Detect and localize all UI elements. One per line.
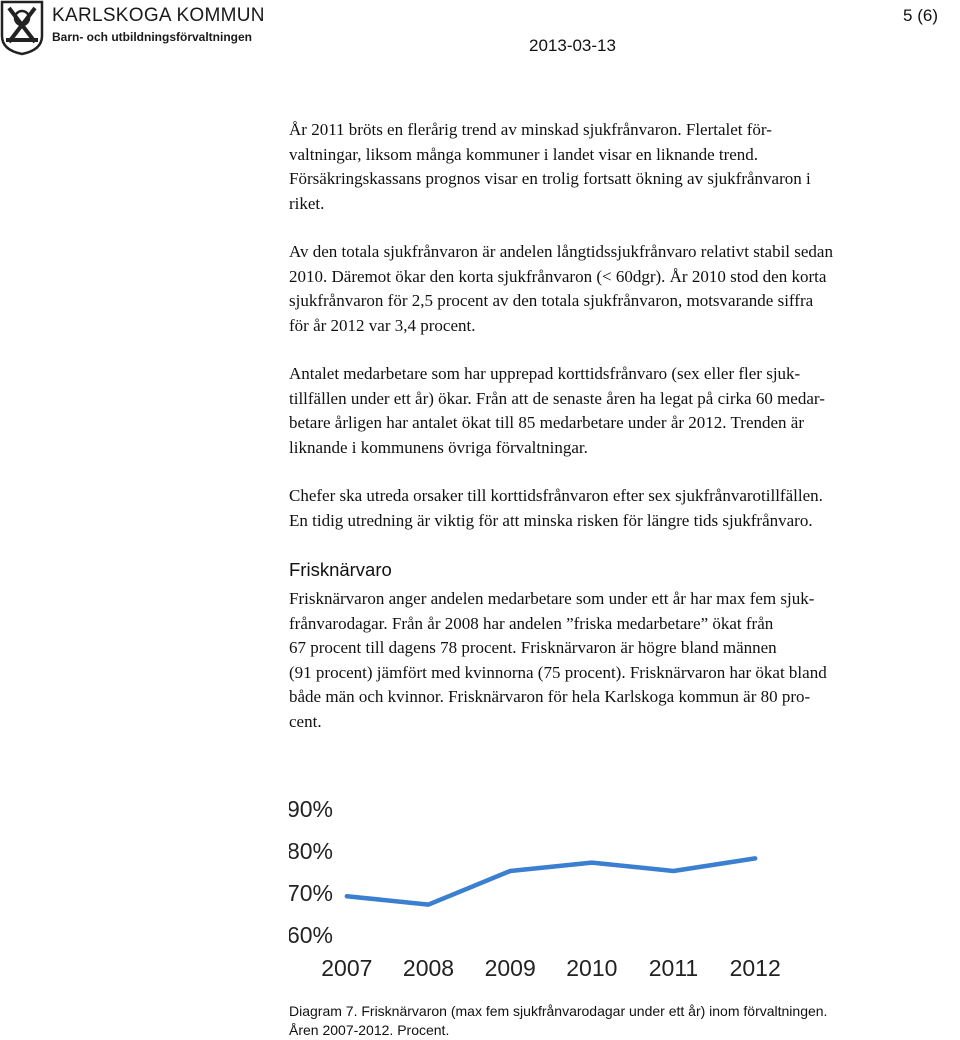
x-tick-label: 2012 xyxy=(729,955,781,981)
y-tick-label: 70% xyxy=(289,880,333,906)
text-line: En tidig utredning är viktig för att minska risken för längre tids sjukfrånvaro. xyxy=(289,510,813,530)
municipality-logo xyxy=(0,0,44,56)
paragraph xyxy=(289,362,955,460)
text-line: tillfällen under ett år) ökar. Från att de senaste åren ha legat på cirka 60 medar- xyxy=(289,388,825,408)
page-number: 5 (6) xyxy=(903,6,938,25)
x-tick-label: 2008 xyxy=(402,955,455,981)
brand-name: KARLSKOGA KOMMUN xyxy=(52,5,265,26)
caption-line: Åren 2007-2012. Procent. xyxy=(289,1022,450,1038)
x-tick-label: 2007 xyxy=(321,955,373,981)
section-heading: Frisknärvaro xyxy=(289,559,392,580)
text-line: Chefer ska utreda orsaker till korttidsfrånvaron efter sex sjukfrånvarotillfällen. xyxy=(289,486,823,505)
text-line: cent. xyxy=(289,711,322,731)
x-tick-label: 2010 xyxy=(566,955,618,981)
text-line: både män och kvinnor. Frisknärvaron för hela Karlskoga kommun är 80 pro- xyxy=(289,687,811,706)
text-line: Frisknärvaron anger andelen medarbetare som under ett år har max fem sjuk- xyxy=(289,589,815,608)
text-line: Försäkringskassans prognos visar en trolig fortsatt ökning av sjukfrånvaron i xyxy=(289,169,811,188)
text-line: valtningar, liksom många kommuner i landet visar en liknande trend. xyxy=(289,144,759,164)
paragraph xyxy=(289,484,955,533)
text-line: 67 procent till dagens 78 procent. Frisknärvaron är högre bland männen xyxy=(289,638,777,657)
page-header xyxy=(0,0,960,62)
y-tick-label: 80% xyxy=(289,838,333,864)
x-tick-label: 2009 xyxy=(484,955,536,981)
text-line: riket. xyxy=(289,193,325,213)
line-chart xyxy=(289,790,849,990)
paragraph xyxy=(289,587,955,734)
series-line xyxy=(347,858,755,904)
brand-block xyxy=(52,5,265,45)
text-line: frånvarodagar. Från år 2008 har andelen ”friska medarbetare” ökat från xyxy=(289,613,774,633)
figure-caption xyxy=(289,1002,959,1040)
x-tick-label: 2011 xyxy=(648,955,699,981)
text-line: Av den totala sjukfrånvaron är andelen långtidssjukfrånvaro relativt stabil sedan xyxy=(289,242,833,261)
document-body xyxy=(289,118,955,758)
caption-line: Diagram 7. Frisknärvaron (max fem sjukfrånvarodagar under ett år) inom förvaltningen. xyxy=(289,1003,828,1019)
paragraph xyxy=(289,118,955,216)
y-tick-label: 90% xyxy=(289,796,333,822)
frisknarvaro-chart xyxy=(289,790,849,990)
brand-subtitle: Barn- och utbildningsförvaltningen xyxy=(52,30,252,44)
text-line: Antalet medarbetare som har upprepad korttidsfrånvaro (sex eller fler sjuk- xyxy=(289,364,801,383)
paragraph xyxy=(289,240,955,338)
text-line: År 2011 bröts en flerårig trend av minskad sjukfrånvaron. Flertalet för- xyxy=(289,120,772,139)
text-line: för år 2012 var 3,4 procent. xyxy=(289,315,476,335)
text-line: sjukfrånvaron för 2,5 procent av den totala sjukfrånvaron, motsvarande siffra xyxy=(289,291,814,310)
text-line: (91 procent) jämfört med kvinnorna (75 procent). Frisknärvaron har ökat bland xyxy=(289,662,827,682)
text-line: liknande i kommunens övriga förvaltningar. xyxy=(289,437,588,457)
y-tick-label: 60% xyxy=(289,922,333,948)
text-line: 2010. Däremot ökar den korta sjukfrånvaron (< 60dgr). År 2010 stod den korta xyxy=(289,266,827,286)
text-line: betare årligen har antalet ökat till 85 medarbetare under år 2012. Trenden är xyxy=(289,413,804,432)
document-date: 2013-03-13 xyxy=(529,36,616,55)
